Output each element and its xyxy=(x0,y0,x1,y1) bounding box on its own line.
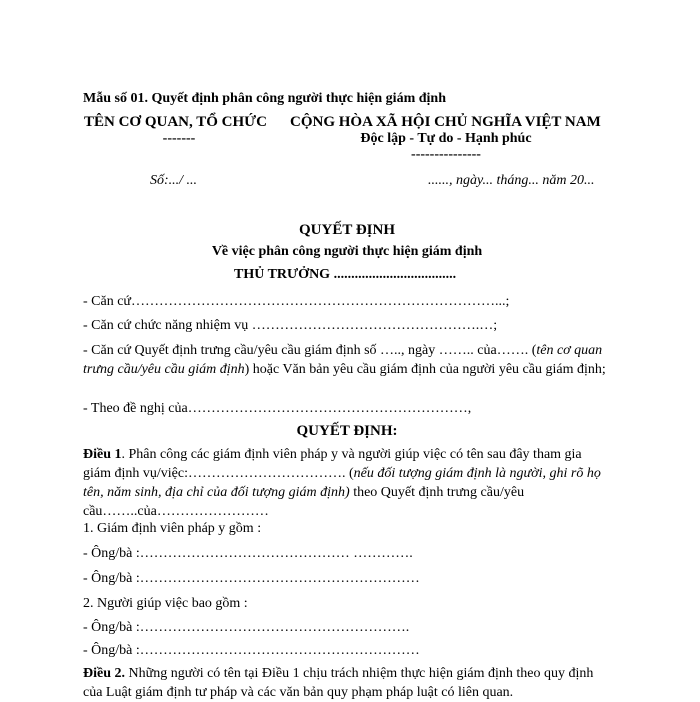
basis-request-italic: tên cơ quan trưng cầu/yêu cầu giám định xyxy=(83,343,603,377)
article-1-text-a: . Phân công các giám định viên pháp y và người giúp việc có tên sau đây tham gia giám định vụ/việc:……………………………. ( xyxy=(83,447,582,481)
expert-line-1: - Ông/bà :……………………………………… …………. xyxy=(83,546,413,561)
national-motto: Độc lập - Tự do - Hạnh phúc xyxy=(360,131,532,146)
article-2 xyxy=(83,664,611,702)
country-name: CỘNG HÒA XÃ HỘI CHỦ NGHĨA VIỆT NAM xyxy=(290,114,601,130)
basis-2: - Căn cứ chức năng nhiệm vụ ………………………………………….…; xyxy=(83,318,498,333)
article-1-italic: nếu đối tượng giám định là người, ghi rõ họ tên, năm sinh, địa chỉ của đối tượng giám định) xyxy=(83,466,601,500)
decision-title: QUYẾT ĐỊNH xyxy=(299,222,395,238)
article-1-label: Điều 1 xyxy=(83,447,122,462)
authority-line: THỦ TRƯỞNG ................................... xyxy=(234,267,457,282)
basis-request xyxy=(83,341,611,379)
article-1-text-b: theo Quyết định trưng cầu/yêu cầu……..của…………………… xyxy=(83,485,525,519)
basis-1: - Căn cứ……………………………………………………………………...; xyxy=(83,294,510,309)
place-date: ......, ngày... tháng... năm 20... xyxy=(428,173,595,188)
assistant-line-2: - Ông/bà :…………………………………………………… xyxy=(83,643,420,658)
basis-request-suffix: ) hoặc Văn bản yêu cầu giám định của người yêu cầu giám định; xyxy=(244,362,606,377)
article-2-text: Những người có tên tại Điều 1 chịu trách nhiệm thực hiện giám định theo quy định của Luật giám định tư pháp và các văn bản quy phạm pháp luật có liên quan. xyxy=(83,666,594,700)
basis-request-prefix: - Căn cứ Quyết định trưng cầu/yêu cầu giám định số ….., ngày …….. của……. ( xyxy=(83,343,537,358)
document-number: Số:.../ ... xyxy=(150,173,198,188)
article-2-label: Điều 2. xyxy=(83,666,125,681)
assistant-line-1: - Ông/bà :…………………………………………………. xyxy=(83,620,410,635)
assistants-heading: 2. Người giúp việc bao gồm : xyxy=(83,596,248,611)
expert-line-2: - Ông/bà :…………………………………………………… xyxy=(83,571,420,586)
form-title: Mẫu số 01. Quyết định phân công người thực hiện giám định xyxy=(83,91,446,106)
decision-subtitle: Về việc phân công người thực hiện giám định xyxy=(211,244,483,259)
experts-heading: 1. Giám định viên pháp y gồm : xyxy=(83,521,262,536)
agency-name: TÊN CƠ QUAN, TỔ CHỨC xyxy=(84,114,267,130)
article-1 xyxy=(83,445,611,521)
basis-3: - Theo đề nghị của……………………………………………………, xyxy=(83,401,472,416)
agency-underline: ------- xyxy=(162,131,196,146)
decision-heading: QUYẾT ĐỊNH: xyxy=(296,423,398,439)
motto-underline: --------------- xyxy=(411,147,481,162)
